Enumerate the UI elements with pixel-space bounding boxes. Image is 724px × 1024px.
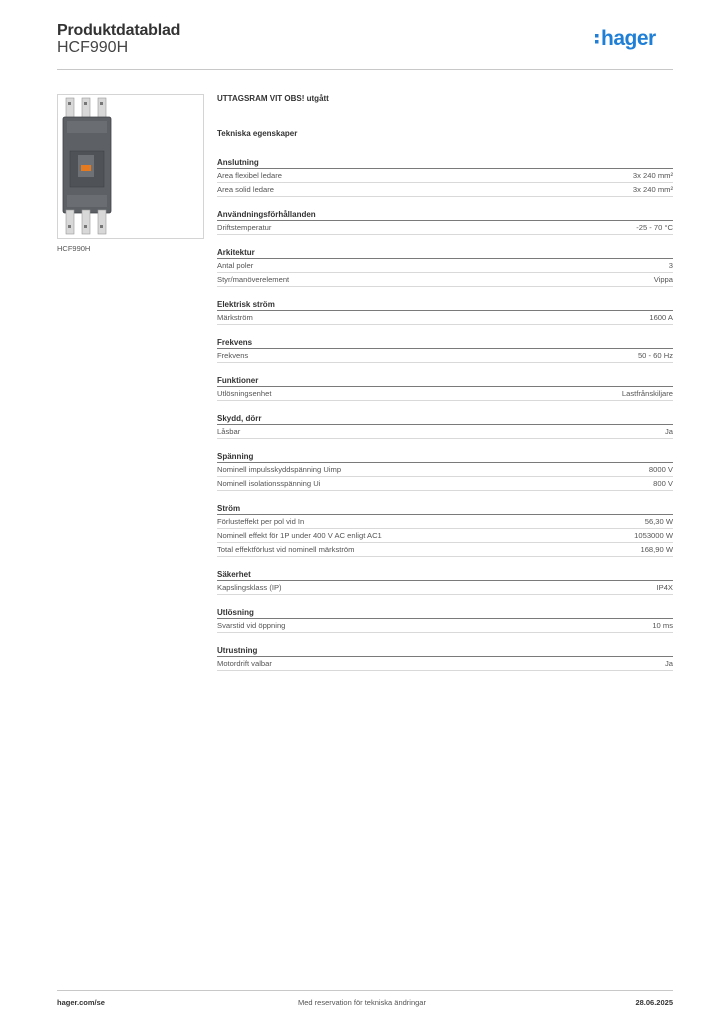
- spec-label: Nominell isolationsspänning Ui: [217, 479, 321, 488]
- spec-row: [217, 657, 673, 671]
- spec-label: Märkström: [217, 313, 253, 322]
- spec-row: [217, 515, 673, 529]
- spec-group-title: Användningsförhållanden: [217, 208, 673, 221]
- spec-label: Frekvens: [217, 351, 249, 360]
- spec-value: -25 - 70 °C: [636, 223, 673, 232]
- spec-row: [217, 183, 673, 197]
- spec-row: [217, 259, 673, 273]
- spec-label: Nominell impulsskyddspänning Uimp: [217, 465, 342, 474]
- spec-row: [217, 311, 673, 325]
- spec-group-title: Elektrisk ström: [217, 298, 673, 311]
- product-image: [57, 94, 204, 239]
- spec-row: [217, 529, 673, 543]
- spec-group-title: Anslutning: [217, 156, 673, 169]
- spec-row: [217, 273, 673, 287]
- spec-row: [217, 477, 673, 491]
- spec-group-title: Arkitektur: [217, 246, 673, 259]
- spec-group-title: Frekvens: [217, 336, 673, 349]
- spec-value: IP4X: [656, 583, 673, 592]
- spec-value: 168,90 W: [640, 545, 673, 554]
- spec-label: Area flexibel ledare: [217, 171, 283, 180]
- spec-label: Kapslingsklass (IP): [217, 583, 282, 592]
- spec-value: 8000 V: [648, 465, 673, 474]
- spec-row: [217, 387, 673, 401]
- spec-label: Driftstemperatur: [217, 223, 272, 232]
- spec-row: [217, 425, 673, 439]
- spec-row: [217, 581, 673, 595]
- spec-label: Svarstid vid öppning: [217, 621, 286, 630]
- spec-group-title: Spänning: [217, 450, 673, 463]
- page-header: [57, 22, 673, 70]
- spec-label: Styr/manöverelement: [217, 275, 290, 284]
- spec-value: 3x 240 mm²: [632, 171, 673, 180]
- document-subtitle: HCF990H: [57, 39, 129, 56]
- spec-group-title: Skydd, dörr: [217, 412, 673, 425]
- spec-label: Låsbar: [217, 427, 241, 436]
- spec-value: Lastfrånskiljare: [621, 389, 673, 398]
- spec-label: Total effektförlust vid nominell märkström: [217, 545, 355, 554]
- spec-value: 1600 A: [649, 313, 673, 322]
- spec-row: [217, 221, 673, 235]
- section-heading: Tekniska egenskaper: [217, 129, 298, 138]
- spec-row: [217, 463, 673, 477]
- spec-group-title: Ström: [217, 502, 673, 515]
- spec-value: Ja: [664, 427, 673, 436]
- footer-date: 28.06.2025: [635, 998, 673, 1007]
- spec-label: Nominell effekt för 1P under 400 V AC enligt AC1: [217, 531, 382, 540]
- spec-value: 3x 240 mm²: [632, 185, 673, 194]
- spec-label: Area solid ledare: [217, 185, 274, 194]
- spec-label: Utlösningsenhet: [217, 389, 272, 398]
- spec-value: 3: [668, 261, 673, 270]
- circuit-breaker-illustration: [58, 95, 203, 238]
- spec-label: Förlusteffekt per pol vid In: [217, 517, 305, 526]
- spec-value: 800 V: [653, 479, 673, 488]
- spec-row: [217, 349, 673, 363]
- spec-value: 56,30 W: [644, 517, 673, 526]
- spec-value: 10 ms: [652, 621, 673, 630]
- image-caption: HCF990H: [57, 244, 91, 253]
- document-title: Produktdatablad: [57, 22, 181, 39]
- footer-disclaimer: Med reservation för tekniska ändringar: [298, 998, 426, 1007]
- footer-website[interactable]: hager.com/se: [57, 998, 105, 1007]
- product-title: UTTAGSRAM VIT OBS! utgått: [217, 94, 329, 103]
- spec-label: Antal poler: [217, 261, 254, 270]
- spec-value: Vippa: [653, 275, 673, 284]
- header-divider: [57, 69, 673, 70]
- spec-row: [217, 169, 673, 183]
- spec-label: Motordrift valbar: [217, 659, 272, 668]
- spec-value: 1053000 W: [634, 531, 673, 540]
- spec-group-title: Funktioner: [217, 374, 673, 387]
- spec-group-title: Utrustning: [217, 644, 673, 657]
- spec-row: [217, 619, 673, 633]
- spec-group-title: Utlösning: [217, 606, 673, 619]
- footer-divider: [57, 990, 673, 991]
- spec-value: Ja: [664, 659, 673, 668]
- hager-logo: [593, 26, 673, 50]
- spec-value: 50 - 60 Hz: [637, 351, 673, 360]
- spec-group-title: Säkerhet: [217, 568, 673, 581]
- logo-wordmark: hager: [601, 27, 656, 50]
- spec-row: [217, 543, 673, 557]
